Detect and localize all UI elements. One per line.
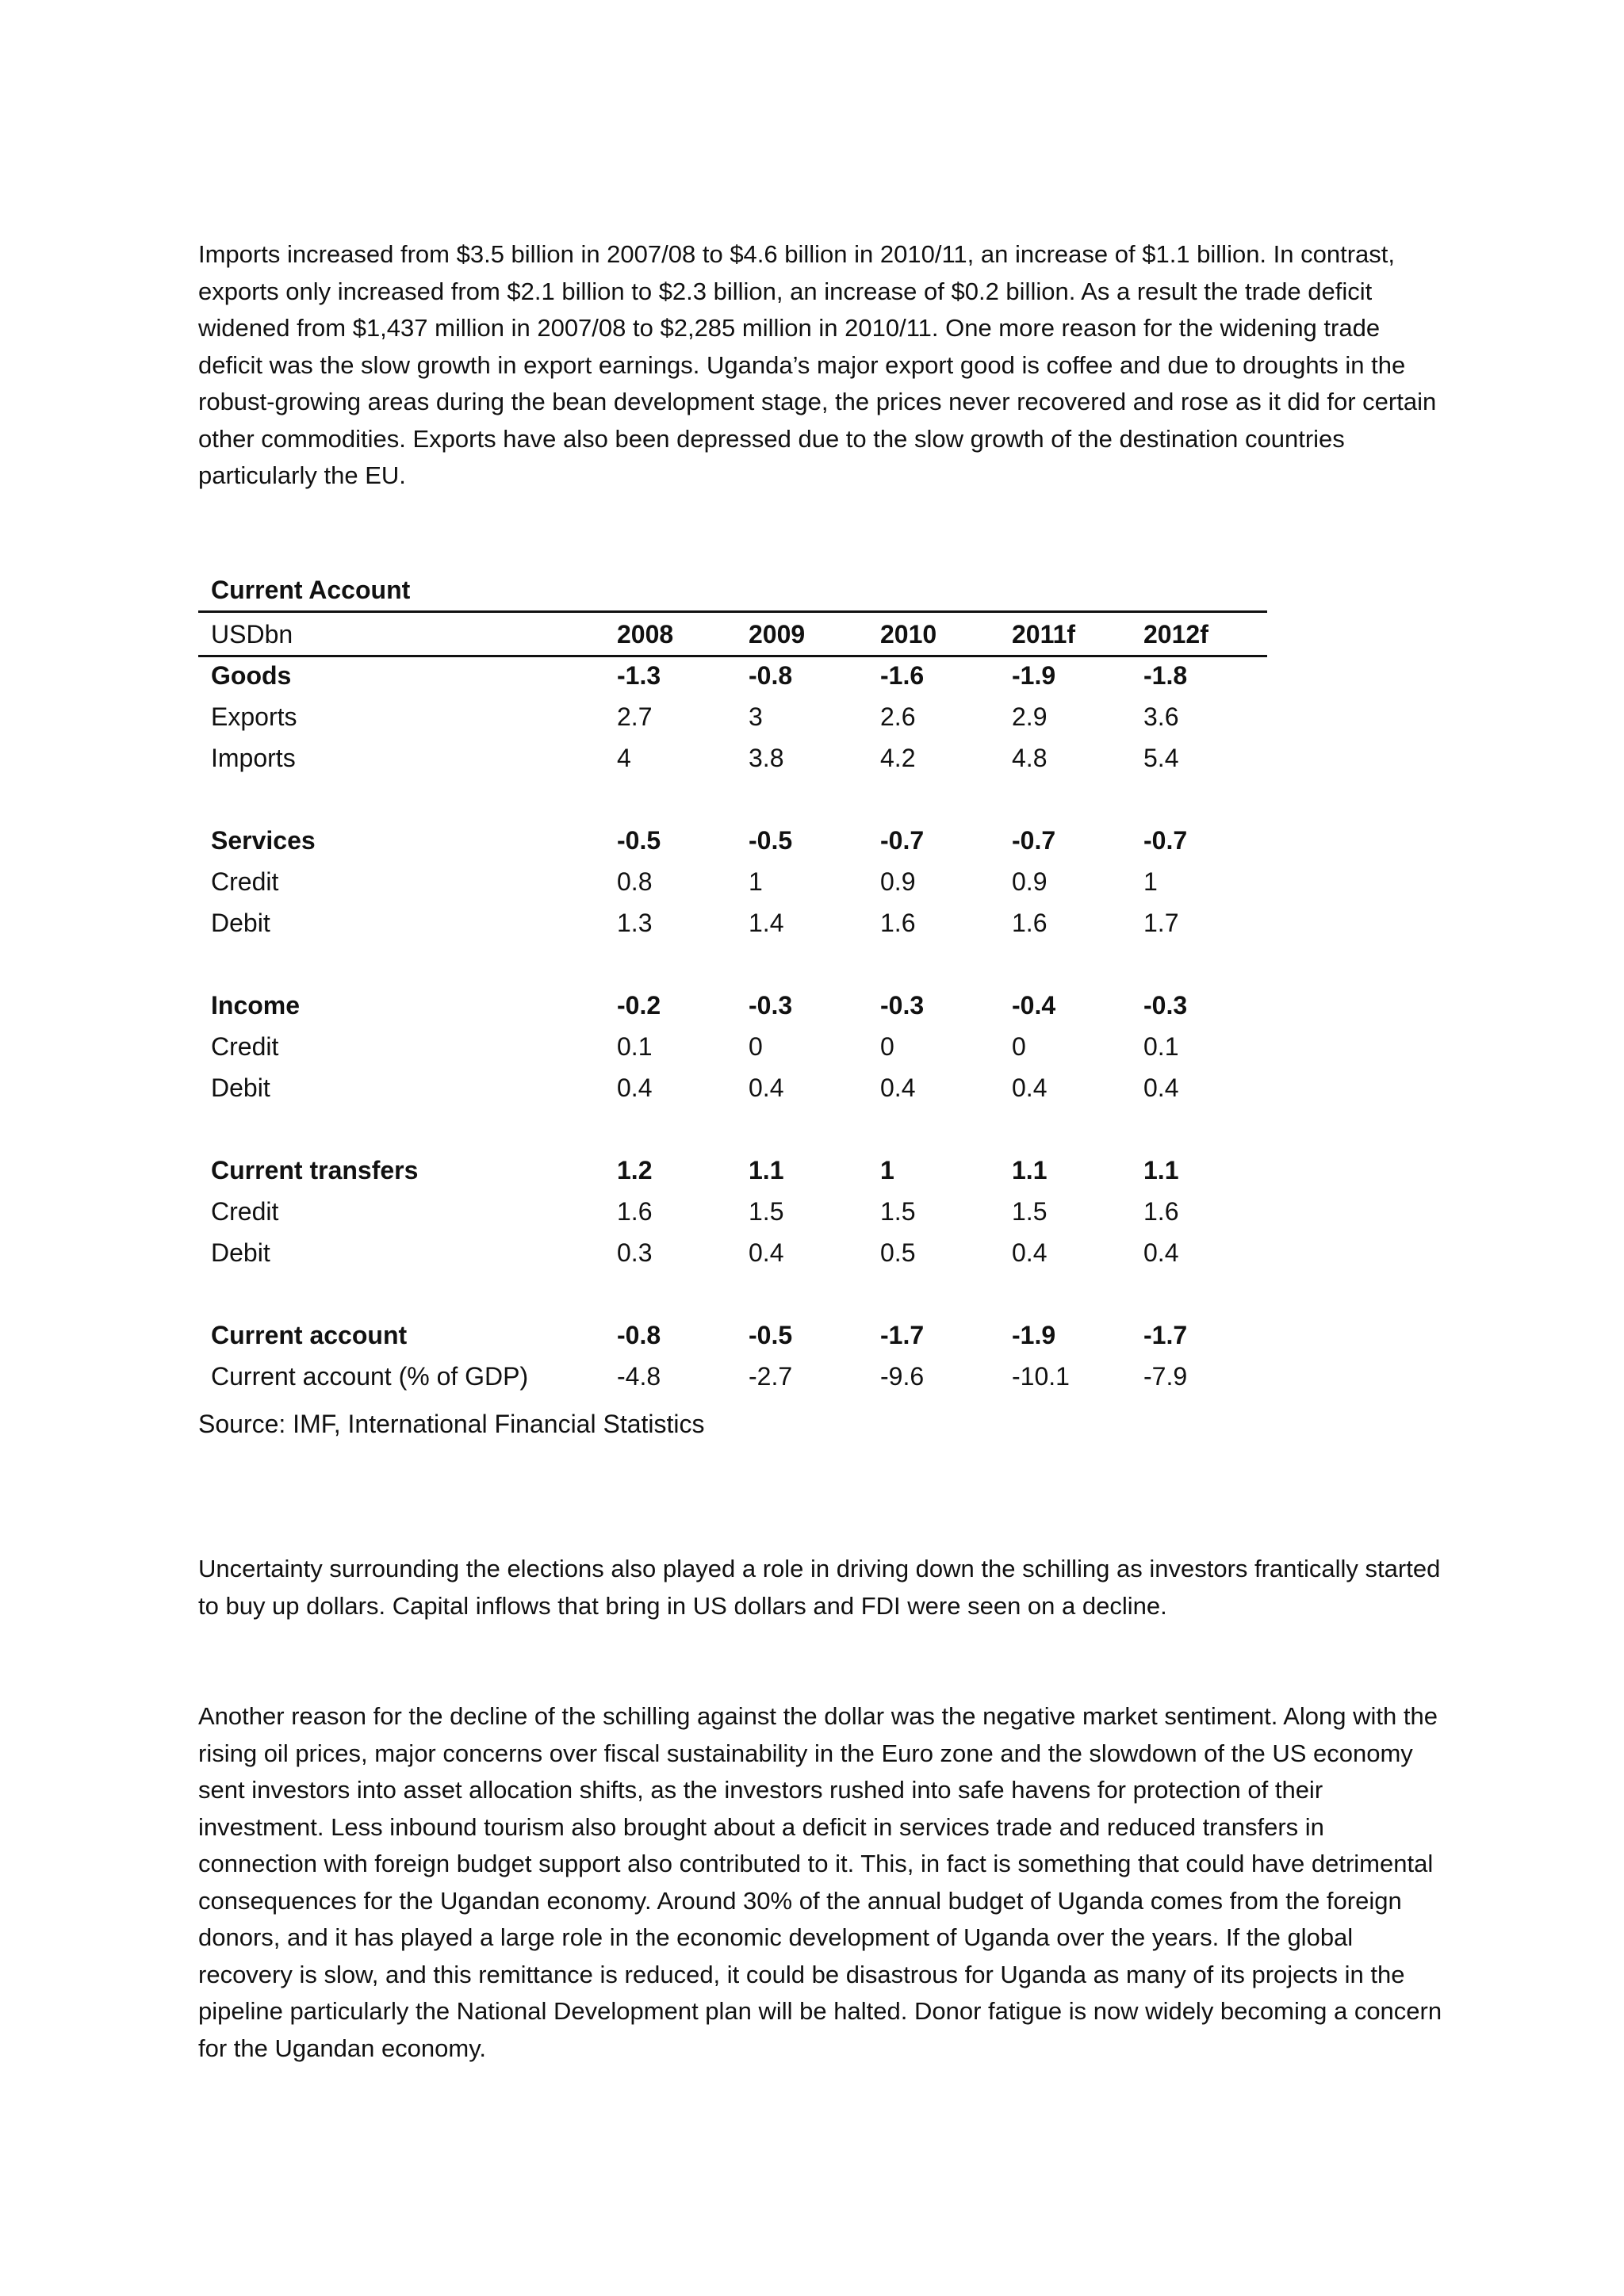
table-cell: -0.5 [749, 1320, 793, 1349]
table-cell: -1.7 [1143, 1320, 1188, 1349]
row-label: Goods [211, 660, 292, 690]
row-label: Debit [211, 1238, 270, 1267]
table-cell: 0.4 [1012, 1073, 1048, 1102]
table-row [198, 1356, 1275, 1397]
table-row [198, 1067, 1275, 1108]
table-cell: -0.7 [1012, 825, 1056, 855]
year-header: 2008 [617, 619, 674, 649]
table-cell: 1.1 [1143, 1155, 1179, 1184]
row-label: Current account [211, 1320, 408, 1349]
table-row [198, 696, 1275, 737]
table-cell: 0.8 [617, 867, 653, 896]
table-row [198, 1150, 1275, 1191]
table-cell: 1.6 [1012, 908, 1048, 937]
table-title: Current Account [211, 576, 411, 604]
spacer-row [198, 1108, 1275, 1150]
row-label: Credit [211, 867, 279, 896]
row-label: Current account (% of GDP) [211, 1361, 529, 1391]
table-cell: 1.6 [1143, 1196, 1179, 1226]
table-cell: 2.9 [1012, 702, 1048, 731]
table-row [198, 820, 1275, 861]
row-label: Services [211, 825, 316, 855]
table-cell: 0.9 [1012, 867, 1048, 896]
table-cell: 1.5 [749, 1196, 784, 1226]
table-body [198, 655, 1275, 1397]
table-top-rule [198, 610, 1267, 613]
table-cell: 1.5 [880, 1196, 916, 1226]
table-row [198, 1232, 1275, 1273]
table-cell: 1.6 [880, 908, 916, 937]
row-label: Imports [211, 743, 296, 772]
table-cell: 4 [617, 743, 631, 772]
table-cell: 1.5 [1012, 1196, 1048, 1226]
table-cell: -1.6 [880, 660, 925, 690]
intro-paragraph: Imports increased from $3.5 billion in 2007/08 to $4.6 billion in 2010/11, an increase of $1.1 billion. In contrast, exports only increased from $2.1 billion to $2.3 billion, an increase of $0.2 billion. As a result the trade deficit widened from $1,437 million in 2007/08 to $2,285 million in 2010/11. One more reason for the widening trade deficit was the slow growth in export earnings. Uganda’s major export good is coffee and due to droughts in the robust-growing areas during the bean development stage, the prices never recovered and rose as it did for certain other commodities. Exports have also been depressed due to the slow growth of the destination countries particularly the EU. [198, 240, 1437, 489]
table-cell: -0.8 [617, 1320, 661, 1349]
table-cell: 1 [749, 867, 763, 896]
table-cell: 3.6 [1143, 702, 1179, 731]
table-cell: 0.4 [1012, 1238, 1048, 1267]
market-sentiment-paragraph: Another reason for the decline of the schilling against the dollar was the negative market sentiment. Along with the rising oil prices, major concerns over fiscal sustainability in the Euro zone and the slowdown of the US economy sent investors into asset allocation shifts, as the investors rushed into safe havens for protection of their investment. Less inbound tourism also brought about a deficit in services trade and reduced transfers in connection with foreign budget support also contributed to it. This, in fact is something that could have detrimental consequences for the Ugandan economy. Around 30% of the annual budget of Uganda comes from the foreign donors, and it has played a large role in the economic development of Uganda over the years. If the global recovery is slow, and this remittance is reduced, it could be disastrous for Uganda as many of its projects in the pipeline particularly the National Development plan will be halted. Donor fatigue is now widely becoming a concern for the Ugandan economy. [198, 1702, 1442, 2062]
table-cell: 1.1 [1012, 1155, 1048, 1184]
spacer-cell [198, 1108, 1275, 1150]
table-row [198, 655, 1275, 696]
spacer-row [198, 1273, 1275, 1314]
table-cell: -0.7 [1143, 825, 1188, 855]
table-cell: 0.1 [617, 1031, 653, 1061]
table-cell: -0.3 [1143, 990, 1188, 1020]
table-cell: 1.1 [749, 1155, 784, 1184]
table-row [198, 1314, 1275, 1356]
table-cell: 0.4 [1143, 1238, 1179, 1267]
table-cell: 2.6 [880, 702, 916, 731]
table-cell: -0.5 [749, 825, 793, 855]
table-row [198, 1191, 1275, 1232]
table-row [198, 902, 1275, 943]
current-account-table [198, 614, 1275, 1397]
table-cell: 1.7 [1143, 908, 1179, 937]
table-cell: 1.2 [617, 1155, 653, 1184]
table-cell: 0.5 [880, 1238, 916, 1267]
spacer-cell [198, 943, 1275, 985]
table-cell: -10.1 [1012, 1361, 1070, 1391]
table-cell: -0.8 [749, 660, 793, 690]
year-header: 2010 [880, 619, 937, 649]
table-row [198, 985, 1275, 1026]
table-cell: 0.4 [749, 1073, 784, 1102]
table-cell: 0.1 [1143, 1031, 1179, 1061]
table-header-row [198, 614, 1275, 655]
table-cell: -0.3 [749, 990, 793, 1020]
table-cell: 1.6 [617, 1196, 653, 1226]
table-cell: 4.2 [880, 743, 916, 772]
row-label: Credit [211, 1196, 279, 1226]
table-cell: -1.9 [1012, 1320, 1056, 1349]
table-cell: 0 [749, 1031, 763, 1061]
table-cell: -1.8 [1143, 660, 1188, 690]
table-cell: 0.4 [749, 1238, 784, 1267]
table-cell: -0.7 [880, 825, 925, 855]
table-cell: -1.9 [1012, 660, 1056, 690]
table-cell: 2.7 [617, 702, 653, 731]
table-cell: 1 [1143, 867, 1158, 896]
table-cell: -1.3 [617, 660, 661, 690]
table-cell: 0.4 [1143, 1073, 1179, 1102]
row-label: Exports [211, 702, 297, 731]
row-label: Credit [211, 1031, 279, 1061]
elections-paragraph: Uncertainty surrounding the elections also played a role in driving down the schilling as investors frantically started to buy up dollars. Capital inflows that bring in US dollars and FDI were seen on a decline. [198, 1555, 1441, 1620]
row-label: Current transfers [211, 1155, 419, 1184]
year-header: 2011f [1012, 619, 1076, 649]
table-cell: 0.3 [617, 1238, 653, 1267]
table-cell: 0.4 [617, 1073, 653, 1102]
table-source: Source: IMF, International Financial Statistics [198, 1410, 705, 1438]
year-header: 2012f [1143, 619, 1208, 649]
table-cell: -2.7 [749, 1361, 793, 1391]
table-cell: 0 [1012, 1031, 1026, 1061]
row-label: Debit [211, 908, 270, 937]
table-row [198, 1026, 1275, 1067]
table-cell: 3.8 [749, 743, 784, 772]
unit-label: USDbn [211, 619, 293, 649]
row-label: Debit [211, 1073, 270, 1102]
table-cell: 3 [749, 702, 763, 731]
year-header: 2009 [749, 619, 806, 649]
table-cell: -4.8 [617, 1361, 661, 1391]
table-cell: -1.7 [880, 1320, 925, 1349]
table-cell: 5.4 [1143, 743, 1179, 772]
table-cell: -7.9 [1143, 1361, 1188, 1391]
spacer-row [198, 943, 1275, 985]
table-cell: 1.3 [617, 908, 653, 937]
table-cell: -9.6 [880, 1361, 925, 1391]
table-row [198, 737, 1275, 779]
row-label: Income [211, 990, 301, 1020]
table-cell: 1 [880, 1155, 894, 1184]
table-cell: -0.2 [617, 990, 661, 1020]
table-row [198, 861, 1275, 902]
table-cell: 4.8 [1012, 743, 1048, 772]
spacer-cell [198, 1273, 1275, 1314]
table-cell: 0.9 [880, 867, 916, 896]
spacer-cell [198, 779, 1275, 820]
table-cell: 0.4 [880, 1073, 916, 1102]
table-cell: 1.4 [749, 908, 784, 937]
table-cell: -0.3 [880, 990, 925, 1020]
table-cell: -0.4 [1012, 990, 1056, 1020]
table-cell: 0 [880, 1031, 894, 1061]
spacer-row [198, 779, 1275, 820]
table-cell: -0.5 [617, 825, 661, 855]
